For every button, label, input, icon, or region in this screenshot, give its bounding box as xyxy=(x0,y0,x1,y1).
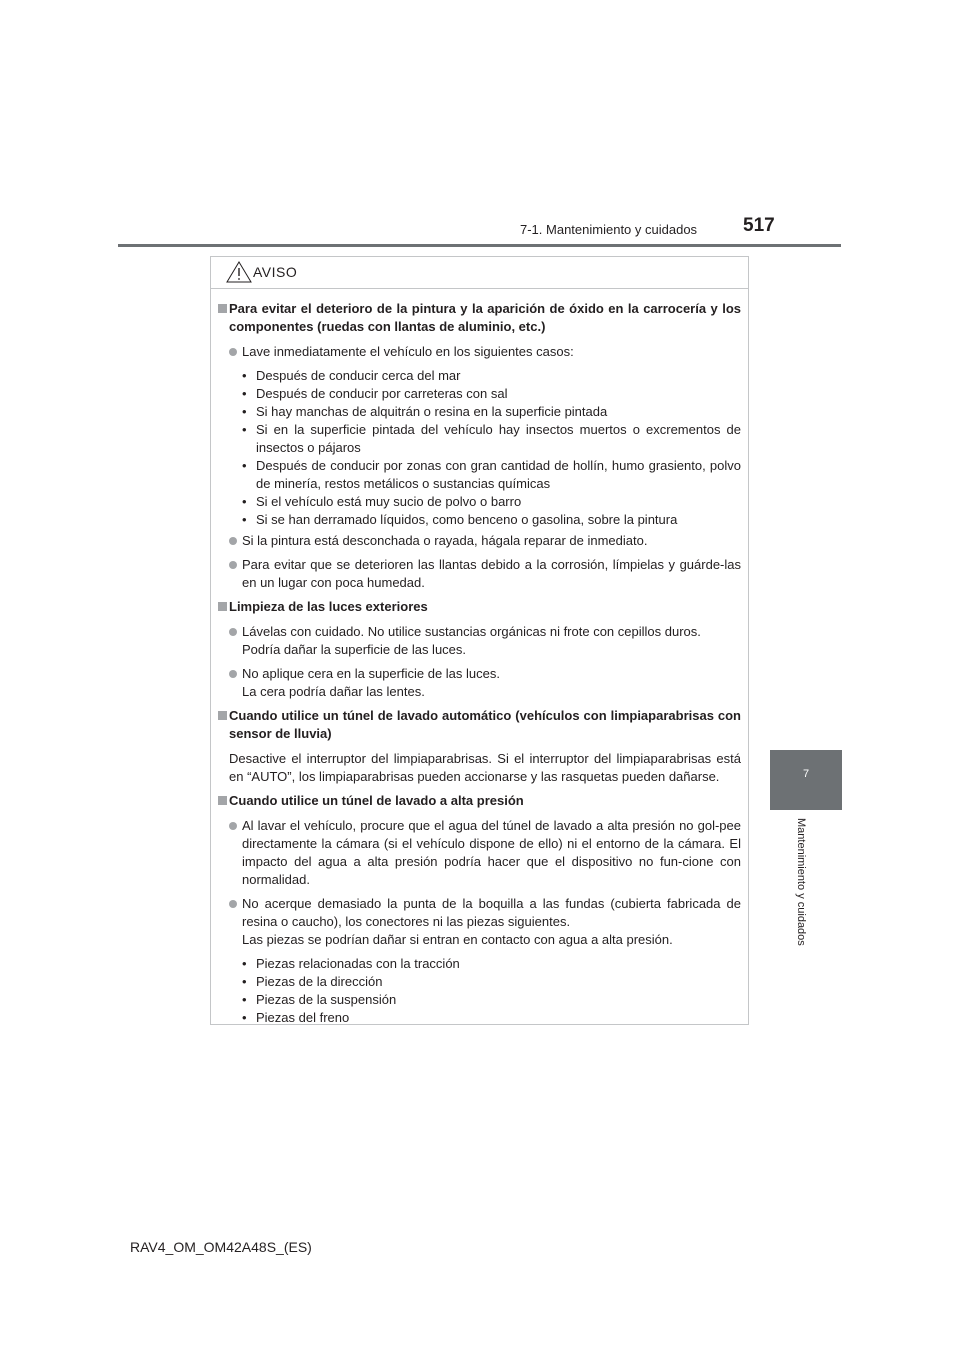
section-title: 7-1. Mantenimiento y cuidados xyxy=(520,222,698,237)
bullet-item: • Piezas de la dirección xyxy=(242,974,383,989)
square-bullet-icon xyxy=(218,602,227,611)
bullet-item: • Si en la superficie pintada del vehículo hay insectos muertos o excrementos de insectos o pájaros xyxy=(242,422,741,455)
section-heading: Limpieza de las luces exteriores xyxy=(218,598,741,616)
list-item: Si la pintura está desconchada o rayada, hágala reparar de inmediato. xyxy=(218,532,741,550)
square-bullet-icon xyxy=(218,796,227,805)
section-heading: Cuando utilice un túnel de lavado a alta presión xyxy=(218,792,741,810)
square-bullet-icon xyxy=(218,711,227,720)
round-bullet-icon xyxy=(229,670,237,678)
round-bullet-icon xyxy=(229,628,237,636)
page-number: 517 xyxy=(743,215,775,236)
chapter-label: Mantenimiento y cuidados xyxy=(795,818,807,946)
round-bullet-icon xyxy=(229,822,237,830)
warning-content xyxy=(211,289,748,1027)
warning-title: AVISO xyxy=(253,264,298,280)
bullet-item: • Piezas del freno xyxy=(242,1010,350,1025)
list-item: No acerque demasiado la punta de la boquilla a las fundas (cubierta fabricada de resina o caucho), los conectores ni las piezas siguientes. Las piezas se podrían dañar si entran en contacto con agua a alta presión. xyxy=(218,895,741,949)
list-item: Al lavar el vehículo, procure que el agua del túnel de lavado a alta presión no gol-pee directamente la cámara (si el vehículo dispone de ello) ni el entorno de la cámara. El impacto del agua a alta presión podría hacer que el dispositivo no fun-cione con normalidad. xyxy=(218,817,741,889)
warning-triangle-icon xyxy=(226,261,252,283)
section-paragraph: Desactive el interruptor del limpiaparabrisas. Si el interruptor del limpiaparabrisas está en “AUTO”, los limpiaparabrisas pueden accionarse y las rasquetas pueden dañarse. xyxy=(229,751,741,784)
warning-header xyxy=(211,257,748,289)
header-rule xyxy=(118,244,841,247)
bullet-item: • Piezas de la suspensión xyxy=(242,992,397,1007)
bullet-item: • Si se han derramado líquidos, como benceno o gasolina, sobre la pintura xyxy=(242,512,678,527)
document-code: RAV4_OM_OM42A48S_(ES) xyxy=(130,1239,312,1255)
list-item: No aplique cera en la superficie de las luces. La cera podría dañar las lentes. xyxy=(218,665,741,701)
bullet-item: • Si hay manchas de alquitrán o resina en la superficie pintada xyxy=(242,404,608,419)
chapter-number: 7 xyxy=(802,768,810,780)
bullet-item: • Si el vehículo está muy sucio de polvo o barro xyxy=(242,494,522,509)
list-item: Lávelas con cuidado. No utilice sustancias orgánicas ni frote con cepillos duros. Podría dañar la superficie de las luces. xyxy=(218,623,741,659)
section-heading: Para evitar el deterioro de la pintura y la aparición de óxido en la carrocería y los componentes (ruedas con llantas de aluminio, etc.) xyxy=(218,300,741,336)
bullet-item: • Después de conducir por carreteras con sal xyxy=(242,386,508,401)
round-bullet-icon xyxy=(229,561,237,569)
round-bullet-icon xyxy=(229,900,237,908)
square-bullet-icon xyxy=(218,304,227,313)
bullet-item: • Piezas relacionadas con la tracción xyxy=(242,956,460,971)
chapter-tab xyxy=(770,750,842,810)
bullet-item: • Después de conducir por zonas con gran cantidad de hollín, humo grasiento, polvo de minería, restos metálicos o sustancias químicas xyxy=(242,458,741,491)
bullet-list xyxy=(218,955,741,1027)
bullet-list xyxy=(218,367,741,529)
list-item: Para evitar que se deterioren las llantas debido a la corrosión, límpielas y guárde-las en un lugar con poca humedad. xyxy=(218,556,741,592)
page-header xyxy=(0,0,960,250)
section-heading: Cuando utilice un túnel de lavado automático (vehículos con limpiaparabrisas con sensor de lluvia) xyxy=(218,707,741,743)
bullet-item: • Después de conducir cerca del mar xyxy=(242,368,461,383)
list-item: Lave inmediatamente el vehículo en los siguientes casos: xyxy=(218,343,741,361)
warning-box xyxy=(210,256,749,1025)
round-bullet-icon xyxy=(229,537,237,545)
round-bullet-icon xyxy=(229,348,237,356)
